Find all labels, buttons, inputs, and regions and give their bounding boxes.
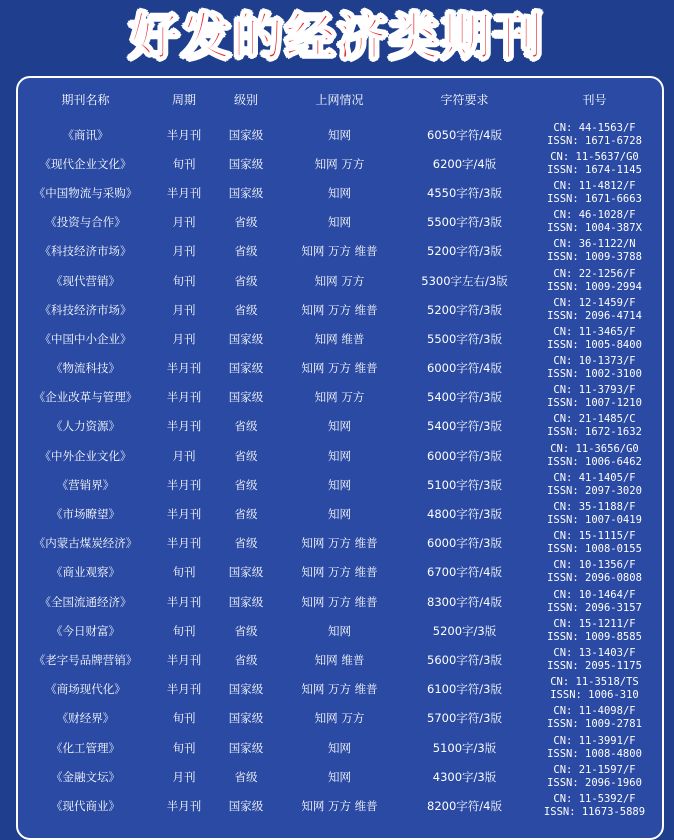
char-requirement-cell: 6200字/4版 (432, 156, 497, 171)
table-row (18, 354, 662, 383)
period-cell: 月刊 (172, 244, 196, 259)
level-cell: 国家级 (228, 361, 264, 376)
table-row (18, 149, 662, 178)
journal-name-cell: 《商场现代化》 (45, 682, 126, 697)
issn-number: ISSN: 1005-8400 (547, 338, 642, 351)
char-requirement-cell: 5200字符/3版 (427, 302, 502, 317)
online-cell: 知网 万方 维普 (301, 536, 378, 551)
cn-number: CN: 10-1373/F (553, 355, 636, 368)
journal-name-cell: 《商业观察》 (51, 565, 120, 580)
cn-number: CN: 12-1459/F (553, 296, 636, 309)
table-row (18, 733, 662, 762)
table-row (18, 208, 662, 237)
level-cell: 省级 (234, 244, 258, 259)
journal-name-cell: 《中外企业文化》 (39, 448, 132, 463)
table-row (18, 645, 662, 674)
issue-number-cell (527, 237, 662, 266)
cn-number: CN: 36-1122/N (553, 238, 636, 251)
issn-number: ISSN: 1008-0155 (547, 543, 642, 556)
journal-name-cell: 《科技经济市场》 (39, 302, 132, 317)
cn-number: CN: 44-1563/F (553, 121, 636, 134)
issue-number-cell (527, 149, 662, 178)
cn-number: CN: 35-1188/F (553, 501, 636, 514)
level-cell: 国家级 (228, 740, 264, 755)
char-requirement-cell: 6700字符/4版 (427, 565, 502, 580)
issue-number-cell (527, 675, 662, 704)
online-cell: 知网 万方 维普 (301, 361, 378, 376)
journal-name-cell: 《企业改革与管理》 (33, 390, 138, 405)
journal-name-cell: 《化工管理》 (51, 740, 120, 755)
header-online: 上网情况 (315, 92, 364, 107)
issn-number: ISSN: 1008-4800 (547, 747, 642, 760)
issn-number: ISSN: 1009-3788 (547, 251, 642, 264)
journal-name-cell: 《现代商业》 (51, 798, 120, 813)
issue-number-cell (527, 208, 662, 237)
table-row (18, 120, 662, 149)
table-row (18, 470, 662, 499)
table-row (18, 558, 662, 587)
table-row (18, 237, 662, 266)
table-header-row (18, 78, 662, 120)
cn-number: CN: 22-1256/F (553, 267, 636, 280)
online-cell: 知网 (328, 769, 351, 784)
level-cell: 国家级 (228, 682, 264, 697)
issue-number-cell (527, 733, 662, 762)
cn-number: CN: 11-3518/TS (550, 676, 639, 689)
online-cell: 知网 (328, 215, 351, 230)
level-cell: 省级 (234, 769, 258, 784)
period-cell: 旬刊 (172, 565, 196, 580)
period-cell: 半月刊 (166, 390, 202, 405)
level-cell: 国家级 (228, 711, 264, 726)
level-cell: 省级 (234, 507, 258, 522)
level-cell: 国家级 (228, 594, 264, 609)
issn-number: ISSN: 1009-2994 (547, 280, 642, 293)
char-requirement-cell: 5200字符/3版 (427, 244, 502, 259)
issue-number-cell (527, 470, 662, 499)
table-row (18, 529, 662, 558)
online-cell: 知网 维普 (314, 652, 365, 667)
period-cell: 半月刊 (166, 361, 202, 376)
table-row (18, 295, 662, 324)
title-banner (0, 0, 674, 74)
online-cell: 知网 万方 (314, 156, 365, 171)
period-cell: 半月刊 (166, 185, 202, 200)
table-row (18, 616, 662, 645)
journal-name-cell: 《投资与合作》 (45, 215, 126, 230)
online-cell: 知网 (328, 507, 351, 522)
char-requirement-cell: 5600字符/3版 (427, 652, 502, 667)
char-requirement-cell: 6050字符/4版 (427, 127, 502, 142)
issue-number-cell (527, 645, 662, 674)
level-cell: 省级 (234, 536, 258, 551)
journal-name-cell: 《财经界》 (56, 711, 115, 726)
issn-number: ISSN: 1007-0419 (547, 514, 642, 527)
char-requirement-cell: 5400字符/3版 (427, 390, 502, 405)
level-cell: 省级 (234, 273, 258, 288)
journal-name-cell: 《营销界》 (56, 477, 115, 492)
period-cell: 半月刊 (166, 798, 202, 813)
journal-name-cell: 《今日财富》 (51, 623, 120, 638)
level-cell: 国家级 (228, 390, 264, 405)
table-row (18, 587, 662, 616)
issue-number-cell (527, 704, 662, 733)
header-level: 级别 (233, 92, 258, 107)
period-cell: 旬刊 (172, 273, 196, 288)
journal-name-cell: 《市场瞭望》 (51, 507, 120, 522)
online-cell: 知网 万方 维普 (301, 565, 378, 580)
journal-name-cell: 《现代营销》 (51, 273, 120, 288)
period-cell: 半月刊 (166, 419, 202, 434)
issn-number: ISSN: 2097-3020 (547, 484, 642, 497)
issn-number: ISSN: 11673-5889 (543, 805, 646, 818)
issue-number-cell (527, 324, 662, 353)
journal-table (18, 78, 662, 821)
journal-name-cell: 《中国中小企业》 (39, 331, 132, 346)
online-cell: 知网 万方 维普 (301, 244, 378, 259)
char-requirement-cell: 8300字符/4版 (427, 594, 502, 609)
char-requirement-cell: 4300字/3版 (432, 769, 497, 784)
online-cell: 知网 万方 维普 (301, 594, 378, 609)
period-cell: 半月刊 (166, 536, 202, 551)
issue-number-cell (527, 266, 662, 295)
table-row (18, 762, 662, 791)
char-requirement-cell: 5500字符/3版 (427, 215, 502, 230)
char-requirement-cell: 5400字符/3版 (427, 419, 502, 434)
level-cell: 省级 (234, 448, 258, 463)
period-cell: 半月刊 (166, 594, 202, 609)
issn-number: ISSN: 2096-4714 (547, 309, 642, 322)
table-row (18, 675, 662, 704)
char-requirement-cell: 5100字/3版 (432, 740, 497, 755)
issn-number: ISSN: 2095-1175 (547, 659, 642, 672)
period-cell: 半月刊 (166, 127, 202, 142)
cn-number: CN: 41-1405/F (553, 471, 636, 484)
period-cell: 旬刊 (172, 711, 196, 726)
online-cell: 知网 (328, 623, 351, 638)
journal-name-cell: 《金融文坛》 (51, 769, 120, 784)
issn-number: ISSN: 1671-6663 (547, 192, 642, 205)
level-cell: 省级 (234, 215, 258, 230)
journal-name-cell: 《科技经济市场》 (39, 244, 132, 259)
cn-number: CN: 15-1211/F (553, 617, 636, 630)
cn-number: CN: 11-3991/F (553, 734, 636, 747)
issn-number: ISSN: 2096-0808 (547, 572, 642, 585)
issn-number: ISSN: 2096-3157 (547, 601, 642, 614)
level-cell: 省级 (234, 477, 258, 492)
issue-number-cell (527, 499, 662, 528)
cn-number: CN: 11-5392/F (553, 792, 636, 805)
table-row (18, 383, 662, 412)
cn-number: CN: 11-3656/G0 (550, 442, 639, 455)
cn-number: CN: 11-4098/F (553, 705, 636, 718)
table-row (18, 324, 662, 353)
journal-name-cell: 《中国物流与采购》 (33, 185, 138, 200)
issn-number: ISSN: 1674-1145 (547, 163, 642, 176)
char-requirement-cell: 5100字符/3版 (427, 477, 502, 492)
issue-number-cell (527, 762, 662, 791)
cn-number: CN: 11-3793/F (553, 384, 636, 397)
issue-number-cell (527, 616, 662, 645)
period-cell: 月刊 (172, 302, 196, 317)
period-cell: 半月刊 (166, 652, 202, 667)
issue-number-cell (527, 587, 662, 616)
issn-number: ISSN: 1009-8585 (547, 630, 642, 643)
table-row (18, 791, 662, 820)
cn-number: CN: 11-4812/F (553, 179, 636, 192)
journal-name-cell: 《现代企业文化》 (39, 156, 132, 171)
period-cell: 半月刊 (166, 477, 202, 492)
online-cell: 知网 (328, 419, 351, 434)
period-cell: 旬刊 (172, 623, 196, 638)
issn-number: ISSN: 1004-387X (547, 222, 642, 235)
issue-number-cell (527, 120, 662, 149)
issn-number: ISSN: 1671-6728 (547, 134, 642, 147)
issn-number: ISSN: 1006-310 (550, 689, 639, 702)
cn-number: CN: 15-1115/F (553, 530, 636, 543)
table-row (18, 499, 662, 528)
issn-number: ISSN: 2096-1960 (547, 776, 642, 789)
table-row (18, 178, 662, 207)
online-cell: 知网 万方 (314, 390, 365, 405)
issue-number-cell (527, 791, 662, 820)
table-row (18, 704, 662, 733)
online-cell: 知网 万方 (314, 273, 365, 288)
cn-number: CN: 21-1597/F (553, 763, 636, 776)
level-cell: 省级 (234, 302, 258, 317)
period-cell: 半月刊 (166, 507, 202, 522)
issue-number-cell (527, 295, 662, 324)
cn-number: CN: 11-3465/F (553, 325, 636, 338)
char-requirement-cell: 4550字符/3版 (427, 185, 502, 200)
issue-number-cell (527, 354, 662, 383)
online-cell: 知网 万方 维普 (301, 798, 378, 813)
char-requirement-cell: 6000字符/3版 (427, 448, 502, 463)
issn-number: ISSN: 1007-1210 (547, 397, 642, 410)
issn-number: ISSN: 1006-6462 (547, 455, 642, 468)
issue-number-cell (527, 412, 662, 441)
level-cell: 国家级 (228, 156, 264, 171)
cn-number: CN: 21-1485/C (553, 413, 636, 426)
table-row (18, 441, 662, 470)
online-cell: 知网 (328, 477, 351, 492)
level-cell: 省级 (234, 652, 258, 667)
issue-number-cell (527, 529, 662, 558)
char-requirement-cell: 5300字左右/3版 (421, 273, 508, 288)
char-requirement-cell: 6000字符/3版 (427, 536, 502, 551)
level-cell: 国家级 (228, 798, 264, 813)
journal-name-cell: 《全国流通经济》 (39, 594, 132, 609)
level-cell: 省级 (234, 419, 258, 434)
online-cell: 知网 (328, 127, 351, 142)
header-journal-name: 期刊名称 (61, 92, 110, 107)
online-cell: 知网 万方 维普 (301, 302, 378, 317)
issn-number: ISSN: 1002-3100 (547, 368, 642, 381)
table-row (18, 412, 662, 441)
journal-name-cell: 《商讯》 (62, 127, 109, 142)
char-requirement-cell: 5500字符/3版 (427, 331, 502, 346)
period-cell: 月刊 (172, 331, 196, 346)
issue-number-cell (527, 558, 662, 587)
cn-number: CN: 11-5637/G0 (550, 150, 639, 163)
journal-name-cell: 《物流科技》 (51, 361, 120, 376)
cn-number: CN: 13-1403/F (553, 646, 636, 659)
table-row (18, 266, 662, 295)
issue-number-cell (527, 441, 662, 470)
header-char-requirement: 字符要求 (440, 92, 489, 107)
char-requirement-cell: 8200字符/4版 (427, 798, 502, 813)
level-cell: 国家级 (228, 127, 264, 142)
online-cell: 知网 万方 维普 (301, 682, 378, 697)
page-title: 好发的经济类期刊 (129, 8, 545, 66)
period-cell: 月刊 (172, 769, 196, 784)
period-cell: 月刊 (172, 215, 196, 230)
online-cell: 知网 维普 (314, 331, 365, 346)
level-cell: 国家级 (228, 185, 264, 200)
journal-table-panel (16, 76, 664, 840)
online-cell: 知网 (328, 740, 351, 755)
cn-number: CN: 10-1464/F (553, 588, 636, 601)
cn-number: CN: 46-1028/F (553, 209, 636, 222)
char-requirement-cell: 5700字符/3版 (427, 711, 502, 726)
online-cell: 知网 (328, 185, 351, 200)
journal-name-cell: 《内蒙古煤炭经济》 (33, 536, 138, 551)
journal-name-cell: 《人力资源》 (51, 419, 120, 434)
period-cell: 半月刊 (166, 682, 202, 697)
issue-number-cell (527, 383, 662, 412)
header-issue-number: 刊号 (582, 92, 607, 107)
period-cell: 月刊 (172, 448, 196, 463)
level-cell: 国家级 (228, 565, 264, 580)
period-cell: 旬刊 (172, 740, 196, 755)
char-requirement-cell: 6000字符/4版 (427, 361, 502, 376)
level-cell: 省级 (234, 623, 258, 638)
char-requirement-cell: 4800字符/3版 (427, 507, 502, 522)
issue-number-cell (527, 178, 662, 207)
period-cell: 旬刊 (172, 156, 196, 171)
online-cell: 知网 万方 (314, 711, 365, 726)
issn-number: ISSN: 1672-1632 (547, 426, 642, 439)
header-period: 周期 (171, 92, 196, 107)
journal-name-cell: 《老字号品牌营销》 (33, 652, 138, 667)
level-cell: 国家级 (228, 331, 264, 346)
cn-number: CN: 10-1356/F (553, 559, 636, 572)
online-cell: 知网 (328, 448, 351, 463)
char-requirement-cell: 5200字/3版 (432, 623, 497, 638)
issn-number: ISSN: 1009-2781 (547, 718, 642, 731)
char-requirement-cell: 6100字符/3版 (427, 682, 502, 697)
